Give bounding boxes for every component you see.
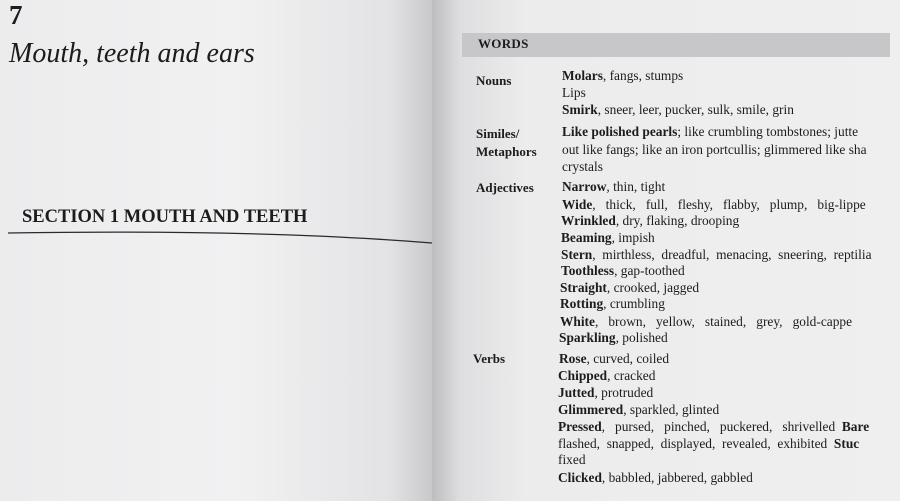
category-nouns: Nouns <box>476 73 512 88</box>
category-metaphors: Metaphors <box>476 144 537 159</box>
section-heading: SECTION 1 MOUTH AND TEETH <box>22 207 308 227</box>
chapter-title: Mouth, teeth and ears <box>9 38 255 69</box>
word-line: Rose, curved, coiled <box>559 351 670 366</box>
word-line: Lips <box>562 85 586 100</box>
word-line: White, brown, yellow, stained, grey, gold-cappe <box>560 314 853 329</box>
word-line: Wide, thick, full, fleshy, flabby, plump, big-lippe <box>562 197 866 212</box>
word-line: out like fangs; like an iron portcullis; glimmered like sha <box>562 142 867 157</box>
category-adjectives: Adjectives <box>476 180 534 195</box>
word-line: Sparkling, polished <box>559 330 668 345</box>
word-line: Like polished pearls; like crumbling tombstones; jutte <box>562 124 859 139</box>
word-line: Wrinkled, dry, flaking, drooping <box>561 213 740 228</box>
word-line: Stern, mirthless, dreadful, menacing, sneering, reptilia <box>561 247 872 262</box>
word-line: Molars, fangs, stumps <box>562 68 684 83</box>
left-page <box>0 0 432 501</box>
word-line: Narrow, thin, tight <box>562 179 666 194</box>
word-line: Rotting, crumbling <box>560 296 665 311</box>
word-line: fixed <box>558 452 586 467</box>
words-header: WORDS <box>478 36 529 51</box>
word-line: Glimmered, sparkled, glinted <box>558 402 720 417</box>
word-line: flashed, snapped, displayed, revealed, exhibited Stuc <box>558 436 860 451</box>
category-verbs: Verbs <box>473 351 506 366</box>
word-line: Chipped, cracked <box>558 368 656 383</box>
chapter-number: 7 <box>9 0 23 30</box>
word-line: Clicked, babbled, jabbered, gabbled <box>558 470 753 485</box>
word-line: Straight, crooked, jagged <box>560 280 700 295</box>
category-similes: Similes/ <box>476 126 520 141</box>
section-rule <box>8 224 432 248</box>
word-line: crystals <box>562 159 603 174</box>
word-line: Pressed, pursed, pinched, puckered, shrivelled Bare <box>558 419 870 434</box>
word-line: Beaming, impish <box>561 230 655 245</box>
word-line: Smirk, sneer, leer, pucker, sulk, smile, grin <box>562 102 794 117</box>
word-line: Toothless, gap-toothed <box>561 263 685 278</box>
word-line: Jutted, protruded <box>558 385 654 400</box>
